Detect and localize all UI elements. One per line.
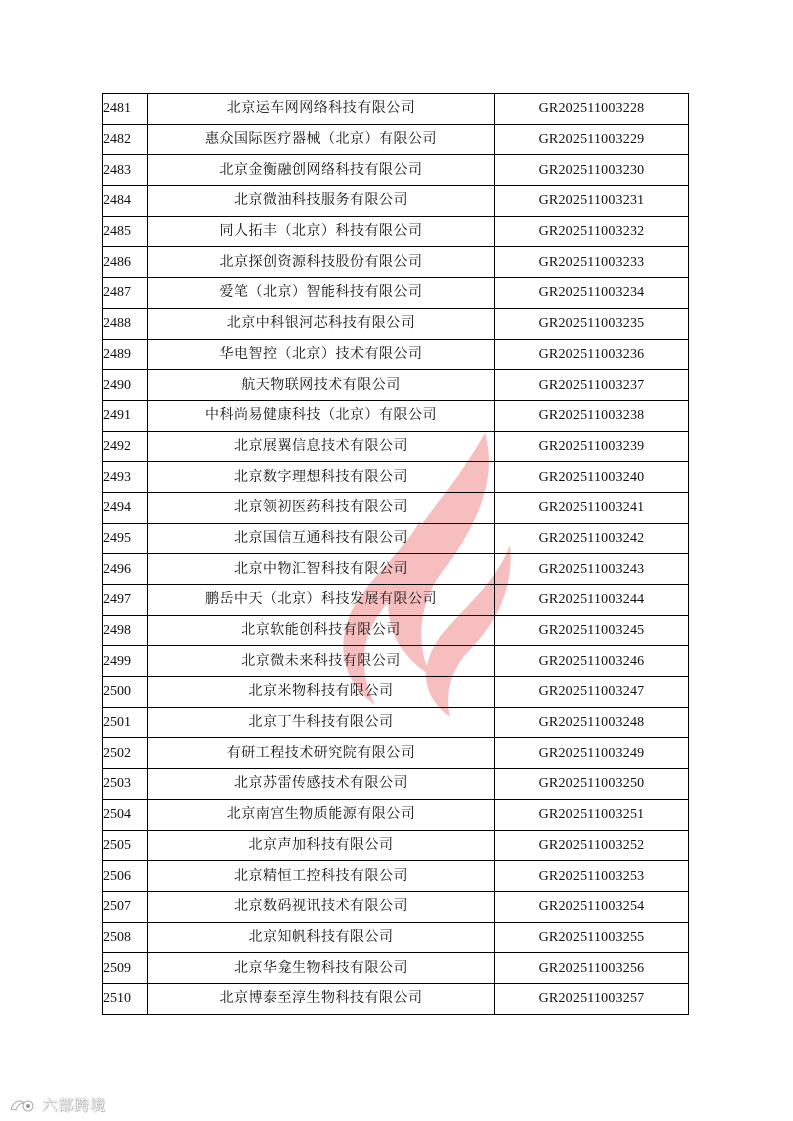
row-number-cell: 2489	[103, 339, 148, 370]
certificate-code-cell: GR202511003241	[495, 492, 689, 523]
company-name-cell: 北京知帆科技有限公司	[148, 922, 495, 953]
row-number-cell: 2504	[103, 799, 148, 830]
row-number-cell: 2497	[103, 585, 148, 616]
table-row	[103, 155, 689, 186]
table-row	[103, 186, 689, 217]
table-row	[103, 554, 689, 585]
table-row	[103, 431, 689, 462]
row-number-cell: 2502	[103, 738, 148, 769]
table-row	[103, 983, 689, 1014]
certificate-code-cell: GR202511003228	[495, 94, 689, 125]
certificate-code-cell: GR202511003238	[495, 400, 689, 431]
row-number-cell: 2500	[103, 677, 148, 708]
row-number-cell: 2496	[103, 554, 148, 585]
certificate-code-cell: GR202511003251	[495, 799, 689, 830]
row-number-cell: 2486	[103, 247, 148, 278]
row-number-cell: 2482	[103, 124, 148, 155]
company-name-cell: 同人拓丰（北京）科技有限公司	[148, 216, 495, 247]
footer-logo	[8, 1094, 106, 1115]
table-row	[103, 94, 689, 125]
table-row	[103, 339, 689, 370]
company-name-cell: 北京展翼信息技术有限公司	[148, 431, 495, 462]
company-name-cell: 北京丁牛科技有限公司	[148, 707, 495, 738]
certificate-code-cell: GR202511003239	[495, 431, 689, 462]
row-number-cell: 2498	[103, 615, 148, 646]
table-row	[103, 953, 689, 984]
certificate-code-cell: GR202511003253	[495, 861, 689, 892]
table-row	[103, 769, 689, 800]
company-name-cell: 北京探创资源科技股份有限公司	[148, 247, 495, 278]
certificate-code-cell: GR202511003244	[495, 585, 689, 616]
certificate-code-cell: GR202511003254	[495, 891, 689, 922]
company-name-cell: 北京运车网网络科技有限公司	[148, 94, 495, 125]
company-name-cell: 北京软能创科技有限公司	[148, 615, 495, 646]
table-row	[103, 615, 689, 646]
certificate-code-cell: GR202511003252	[495, 830, 689, 861]
row-number-cell: 2491	[103, 400, 148, 431]
certificate-code-cell: GR202511003237	[495, 370, 689, 401]
table-row	[103, 523, 689, 554]
certificate-code-cell: GR202511003257	[495, 983, 689, 1014]
table-row	[103, 370, 689, 401]
table-row	[103, 861, 689, 892]
certificate-code-cell: GR202511003247	[495, 677, 689, 708]
row-number-cell: 2503	[103, 769, 148, 800]
certificate-code-cell: GR202511003235	[495, 308, 689, 339]
certificate-code-cell: GR202511003246	[495, 646, 689, 677]
table-row	[103, 738, 689, 769]
company-name-cell: 北京国信互通科技有限公司	[148, 523, 495, 554]
row-number-cell: 2507	[103, 891, 148, 922]
row-number-cell: 2490	[103, 370, 148, 401]
company-name-cell: 北京金衡融创网络科技有限公司	[148, 155, 495, 186]
certificate-code-cell: GR202511003248	[495, 707, 689, 738]
certificate-code-cell: GR202511003233	[495, 247, 689, 278]
company-name-cell: 北京数字理想科技有限公司	[148, 462, 495, 493]
company-registry-table	[102, 93, 689, 1015]
row-number-cell: 2494	[103, 492, 148, 523]
row-number-cell: 2505	[103, 830, 148, 861]
certificate-code-cell: GR202511003245	[495, 615, 689, 646]
table-row	[103, 278, 689, 309]
table-row	[103, 646, 689, 677]
row-number-cell: 2510	[103, 983, 148, 1014]
certificate-code-cell: GR202511003230	[495, 155, 689, 186]
row-number-cell: 2492	[103, 431, 148, 462]
row-number-cell: 2484	[103, 186, 148, 217]
table-row	[103, 247, 689, 278]
company-name-cell: 北京领初医药科技有限公司	[148, 492, 495, 523]
certificate-code-cell: GR202511003231	[495, 186, 689, 217]
company-name-cell: 北京微油科技服务有限公司	[148, 186, 495, 217]
row-number-cell: 2499	[103, 646, 148, 677]
table-row	[103, 462, 689, 493]
certificate-code-cell: GR202511003249	[495, 738, 689, 769]
company-name-cell: 鹏岳中天（北京）科技发展有限公司	[148, 585, 495, 616]
table-row	[103, 891, 689, 922]
row-number-cell: 2485	[103, 216, 148, 247]
logo-mark-icon	[8, 1095, 38, 1115]
row-number-cell: 2493	[103, 462, 148, 493]
company-name-cell: 北京数码视讯技术有限公司	[148, 891, 495, 922]
company-name-cell: 北京南宫生物质能源有限公司	[148, 799, 495, 830]
company-name-cell: 有研工程技术研究院有限公司	[148, 738, 495, 769]
row-number-cell: 2487	[103, 278, 148, 309]
certificate-code-cell: GR202511003232	[495, 216, 689, 247]
table-row	[103, 308, 689, 339]
certificate-code-cell: GR202511003255	[495, 922, 689, 953]
company-name-cell: 北京华龛生物科技有限公司	[148, 953, 495, 984]
company-name-cell: 北京中科银河芯科技有限公司	[148, 308, 495, 339]
company-name-cell: 北京精恒工控科技有限公司	[148, 861, 495, 892]
table-row	[103, 677, 689, 708]
row-number-cell: 2501	[103, 707, 148, 738]
table-row	[103, 585, 689, 616]
table-body	[103, 94, 689, 1015]
certificate-code-cell: GR202511003240	[495, 462, 689, 493]
company-name-cell: 北京苏雷传感技术有限公司	[148, 769, 495, 800]
company-name-cell: 华电智控（北京）技术有限公司	[148, 339, 495, 370]
company-name-cell: 北京中物汇智科技有限公司	[148, 554, 495, 585]
table-row	[103, 922, 689, 953]
certificate-code-cell: GR202511003236	[495, 339, 689, 370]
certificate-code-cell: GR202511003243	[495, 554, 689, 585]
certificate-code-cell: GR202511003229	[495, 124, 689, 155]
certificate-code-cell: GR202511003234	[495, 278, 689, 309]
row-number-cell: 2481	[103, 94, 148, 125]
row-number-cell: 2506	[103, 861, 148, 892]
row-number-cell: 2495	[103, 523, 148, 554]
table-row	[103, 830, 689, 861]
certificate-code-cell: GR202511003242	[495, 523, 689, 554]
company-name-cell: 北京声加科技有限公司	[148, 830, 495, 861]
logo-text: 六部跨境	[42, 1096, 107, 1114]
company-name-cell: 惠众国际医疗器械（北京）有限公司	[148, 124, 495, 155]
table-row	[103, 492, 689, 523]
table-row	[103, 216, 689, 247]
company-name-cell: 北京米物科技有限公司	[148, 677, 495, 708]
table-row	[103, 124, 689, 155]
certificate-code-cell: GR202511003250	[495, 769, 689, 800]
company-name-cell: 爱笔（北京）智能科技有限公司	[148, 278, 495, 309]
company-name-cell: 北京微未来科技有限公司	[148, 646, 495, 677]
table-row	[103, 400, 689, 431]
company-name-cell: 中科尚易健康科技（北京）有限公司	[148, 400, 495, 431]
row-number-cell: 2508	[103, 922, 148, 953]
row-number-cell: 2483	[103, 155, 148, 186]
company-name-cell: 北京博泰至淳生物科技有限公司	[148, 983, 495, 1014]
table-row	[103, 707, 689, 738]
row-number-cell: 2488	[103, 308, 148, 339]
certificate-code-cell: GR202511003256	[495, 953, 689, 984]
row-number-cell: 2509	[103, 953, 148, 984]
table-row	[103, 799, 689, 830]
company-name-cell: 航天物联网技术有限公司	[148, 370, 495, 401]
